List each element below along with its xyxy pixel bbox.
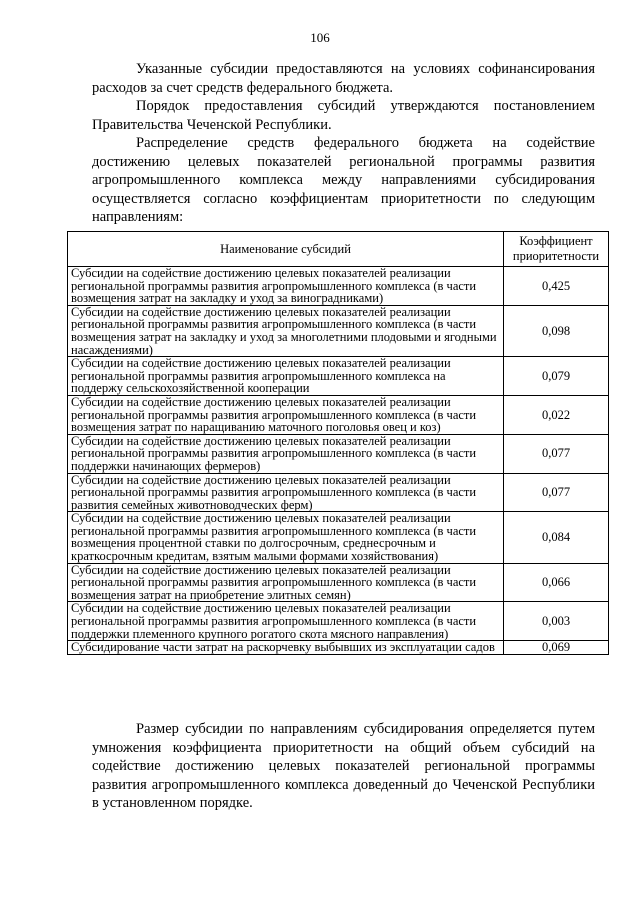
table-row (68, 267, 609, 306)
subsidy-name-cell: Субсидии на содействие достижению целевых показателей реализации региональной программы развития агропромышленного комплекса (в части возмещения затрат на закладку и уход за многолетними плодовыми и ягодными насаждениями) (68, 305, 504, 356)
table-row (68, 512, 609, 563)
subsidy-name-cell: Субсидии на содействие достижению целевых показателей реализации региональной программы развития агропромышленного комплекса (в части поддержки племенного крупного рогатого скота мясного направления) (68, 602, 504, 641)
table-header-row (68, 232, 609, 267)
coefficient-cell: 0,022 (504, 395, 609, 434)
closing-paragraph: Размер субсидии по направлениям субсидирования определяется путем умножения коэффициента приоритетности на общий объем субсидий на содействие достижению целевых показателей региональной программы развития агропромышленного комплекса доведенный до Чеченской Республики в установленном порядке. (92, 721, 595, 811)
table-row (68, 602, 609, 641)
coefficient-cell: 0,079 (504, 357, 609, 396)
coefficient-cell: 0,098 (504, 305, 609, 356)
coefficient-cell: 0,084 (504, 512, 609, 563)
subsidy-name-cell: Субсидии на содействие достижению целевых показателей реализации региональной программы развития агропромышленного комплекса на поддержу сельскохозяйственной кооперации (68, 357, 504, 396)
closing-text (92, 720, 595, 813)
header-priority-coefficient: Коэффициент приоритетности (504, 232, 609, 267)
intro-text (92, 60, 595, 227)
coefficient-cell: 0,425 (504, 267, 609, 306)
subsidy-name-cell: Субсидии на содействие достижению целевых показателей реализации региональной программы развития агропромышленного комплекса (в части возмещения затрат на приобретение элитных семян) (68, 563, 504, 602)
table-row (68, 563, 609, 602)
subsidy-name-cell: Субсидии на содействие достижению целевых показателей реализации региональной программы развития агропромышленного комплекса (в части возмещения затрат на закладку и уход за виноградниками) (68, 267, 504, 306)
table-row (68, 357, 609, 396)
subsidy-name-cell: Субсидии на содействие достижению целевых показателей реализации региональной программы развития агропромышленного комплекса (в части развития семейных животноводческих ферм) (68, 473, 504, 512)
header-subsidy-name: Наименование субсидий (68, 232, 504, 267)
subsidy-name-cell: Субсидии на содействие достижению целевых показателей реализации региональной программы развития агропромышленного комплекса (в части поддержки начинающих фермеров) (68, 434, 504, 473)
table-row (68, 434, 609, 473)
subsidy-name-cell: Субсидирование части затрат на раскорчевку выбывших из эксплуатации садов (68, 641, 504, 655)
page-number: 106 (310, 30, 330, 45)
intro-paragraph: Порядок предоставления субсидий утверждаются постановлением Правительства Чеченской Республики. (92, 98, 595, 133)
intro-paragraph: Указанные субсидии предоставляются на условиях софинансирования расходов за счет средств федерального бюджета. (92, 61, 595, 96)
table-row (68, 305, 609, 356)
subsidy-name-cell: Субсидии на содействие достижению целевых показателей реализации региональной программы развития агропромышленного комплекса (в части возмещения затрат по наращиванию маточного поголовья овец и коз) (68, 395, 504, 434)
intro-paragraph: Распределение средств федерального бюджета на содействие достижению целевых показателей региональной программы развития агропромышленного комплекса между направлениями субсидирования осуществляется согласно коэффициентам приоритетности по следующим направлениям: (92, 135, 595, 225)
table-row (68, 641, 609, 655)
table-row (68, 473, 609, 512)
subsidy-coefficient-table (67, 231, 609, 655)
coefficient-cell: 0,077 (504, 434, 609, 473)
coefficient-cell: 0,077 (504, 473, 609, 512)
subsidy-name-cell: Субсидии на содействие достижению целевых показателей реализации региональной программы развития агропромышленного комплекса (в части возмещения процентной ставки по долгосрочным, среднесрочным и краткосрочным кредитам, взятым малыми формами хозяйствования) (68, 512, 504, 563)
coefficient-cell: 0,069 (504, 641, 609, 655)
subsidy-table-container (67, 231, 608, 655)
coefficient-cell: 0,066 (504, 563, 609, 602)
coefficient-cell: 0,003 (504, 602, 609, 641)
table-row (68, 395, 609, 434)
